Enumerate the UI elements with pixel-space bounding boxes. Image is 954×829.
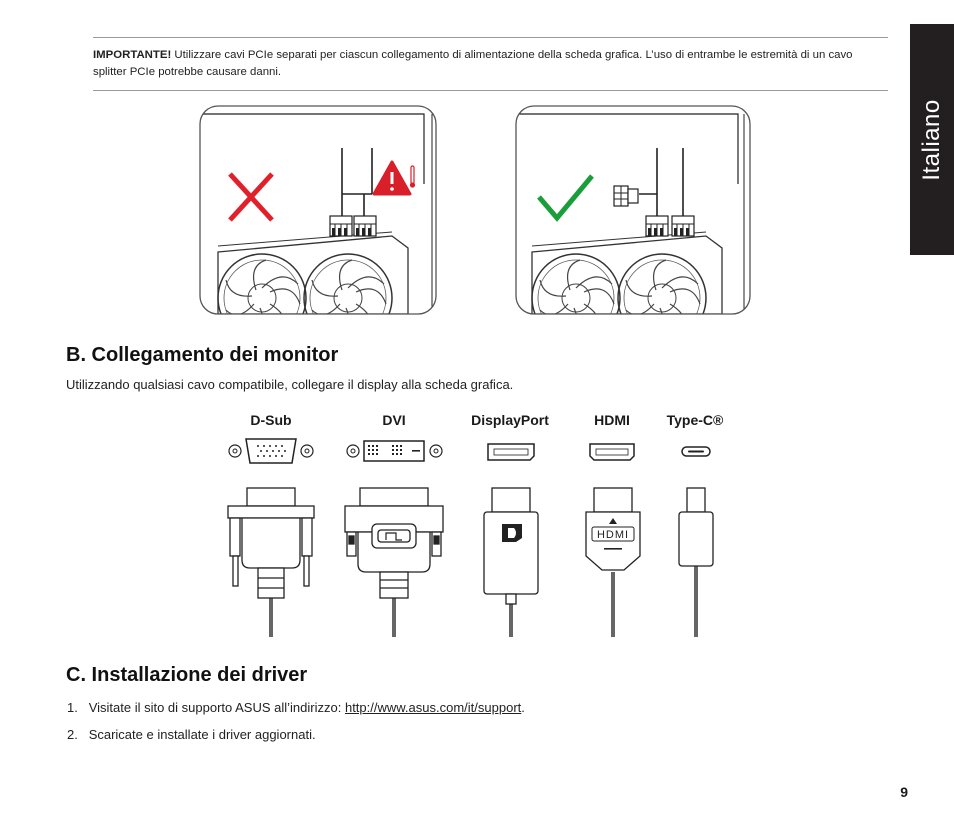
step-2-text: Scaricate e installate i driver aggiornati.	[88, 727, 316, 742]
step-1	[67, 700, 525, 715]
important-label: IMPORTANTE!	[93, 49, 172, 61]
hdmi-cable-icon	[586, 488, 640, 637]
dvi-cable-icon	[345, 488, 443, 637]
label-typec: Type-C®	[666, 412, 724, 428]
section-b-text: Utilizzando qualsiasi cavo compatibile, collegare il display alla scheda grafica.	[66, 377, 514, 392]
label-dvi: DVI	[382, 412, 406, 428]
step-1-after: .	[521, 700, 525, 715]
displayport-cable-icon	[484, 488, 538, 637]
page-number: 9	[900, 784, 908, 800]
displayport-port-icon	[488, 444, 534, 460]
dsub-port-icon	[229, 439, 313, 463]
pcie-illustration	[196, 104, 756, 318]
dvi-port-icon	[347, 441, 442, 461]
step-2-number: 2.	[67, 727, 78, 742]
important-text: Utilizzare cavi PCIe separati per ciascun collegamento di alimentazione della scheda grafica. L’uso di entrambe le estremità di un cavo splitter PCIe potrebbe causare danni.	[93, 49, 853, 78]
dsub-cable-icon	[228, 488, 314, 637]
section-c-heading: C. Installazione dei driver	[66, 664, 308, 686]
top-rule	[93, 37, 888, 38]
label-displayport: DisplayPort	[471, 412, 549, 428]
bottom-rule	[93, 90, 888, 91]
step-1-number: 1.	[67, 700, 78, 715]
hdmi-logo-text: HDMI	[596, 529, 630, 541]
label-hdmi: HDMI	[594, 412, 630, 428]
section-b-heading: B. Collegamento dei monitor	[66, 344, 339, 366]
step-2	[67, 727, 316, 742]
important-note	[93, 47, 888, 81]
language-tab-label: Italiano	[918, 98, 945, 181]
typec-cable-icon	[679, 488, 713, 637]
step-1-text: Visitate il sito di supporto ASUS all’indirizzo:	[88, 700, 345, 715]
language-tab	[910, 24, 954, 255]
connector-illustrations	[210, 432, 730, 642]
support-link[interactable]: http://www.asus.com/it/support	[344, 700, 522, 715]
label-dsub: D-Sub	[250, 412, 292, 428]
hdmi-port-icon	[590, 444, 634, 460]
